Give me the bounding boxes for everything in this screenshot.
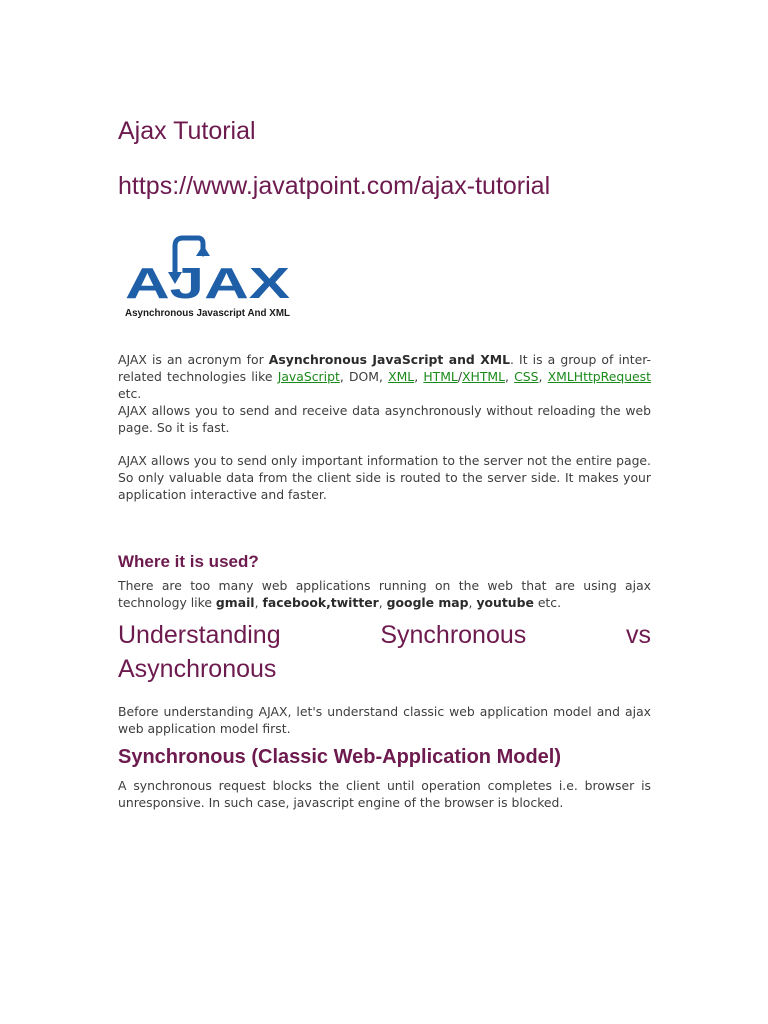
link-css[interactable]: CSS xyxy=(514,369,539,384)
page-title: Ajax Tutorial xyxy=(118,117,256,145)
text-span: , xyxy=(504,369,515,384)
intro-paragraph-2: AJAX allows you to send and receive data asynchronously without reloading the web page. So it is fast. xyxy=(118,403,651,435)
text-span: , xyxy=(378,595,387,610)
logo-tagline: Asynchronous Javascript And XML xyxy=(125,308,290,319)
text-span: , xyxy=(254,595,263,610)
heading-word: Synchronous xyxy=(380,621,527,649)
link-javascript[interactable]: JavaScript xyxy=(277,369,340,384)
text-span: . It is a group of inter-related technologies like xyxy=(118,352,651,384)
text-span: AJAX is an acronym for xyxy=(118,352,269,367)
heading-word: vs xyxy=(626,621,651,649)
bold-facebook-twitter: facebook,twitter xyxy=(262,595,379,610)
where-used-paragraph xyxy=(118,577,651,611)
synchronous-heading: Synchronous (Classic Web-Application Model) xyxy=(118,746,562,768)
link-xhtml[interactable]: XHTML xyxy=(462,369,505,384)
text-span: etc. xyxy=(118,386,142,401)
text-span: , xyxy=(538,369,548,384)
understanding-heading xyxy=(118,621,651,650)
intro-paragraph-1 xyxy=(118,351,651,402)
understanding-heading-line-2: Asynchronous xyxy=(118,655,277,683)
heading-word: Understanding xyxy=(118,621,281,649)
text-span: , DOM, xyxy=(339,369,389,384)
bold-gmail: gmail xyxy=(215,595,255,610)
tutorial-url: https://www.javatpoint.com/ajax-tutorial xyxy=(118,172,551,200)
text-span: There are too many web applications running on the web that are using ajax technology like xyxy=(118,578,651,610)
text-span: etc. xyxy=(533,595,562,610)
text-span: / xyxy=(457,369,463,384)
link-html[interactable]: HTML xyxy=(423,369,458,384)
bold-youtube: youtube xyxy=(476,595,534,610)
bold-google-map: google map xyxy=(386,595,469,610)
text-span: , xyxy=(414,369,424,384)
ajax-expansion: Asynchronous JavaScript and XML xyxy=(268,352,511,367)
synchronous-paragraph: A synchronous request blocks the client until operation completes i.e. browser is unresponsive. In such case, javascript engine of the browser is blocked. xyxy=(118,778,651,810)
link-xmlhttprequest[interactable]: XMLHttpRequest xyxy=(547,369,651,384)
logo-wordmark: AJAX xyxy=(125,259,290,308)
text-span: , xyxy=(468,595,477,610)
link-xml[interactable]: XML xyxy=(388,369,415,384)
understanding-paragraph: Before understanding AJAX, let's understand classic web application model and ajax web application model first. xyxy=(118,704,651,736)
ajax-logo xyxy=(123,234,295,320)
where-used-heading: Where it is used? xyxy=(118,552,259,571)
intro-paragraph-3: AJAX allows you to send only important information to the server not the entire page. So only valuable data from the client side is routed to the server side. It makes your application interactive and faster. xyxy=(118,453,651,502)
